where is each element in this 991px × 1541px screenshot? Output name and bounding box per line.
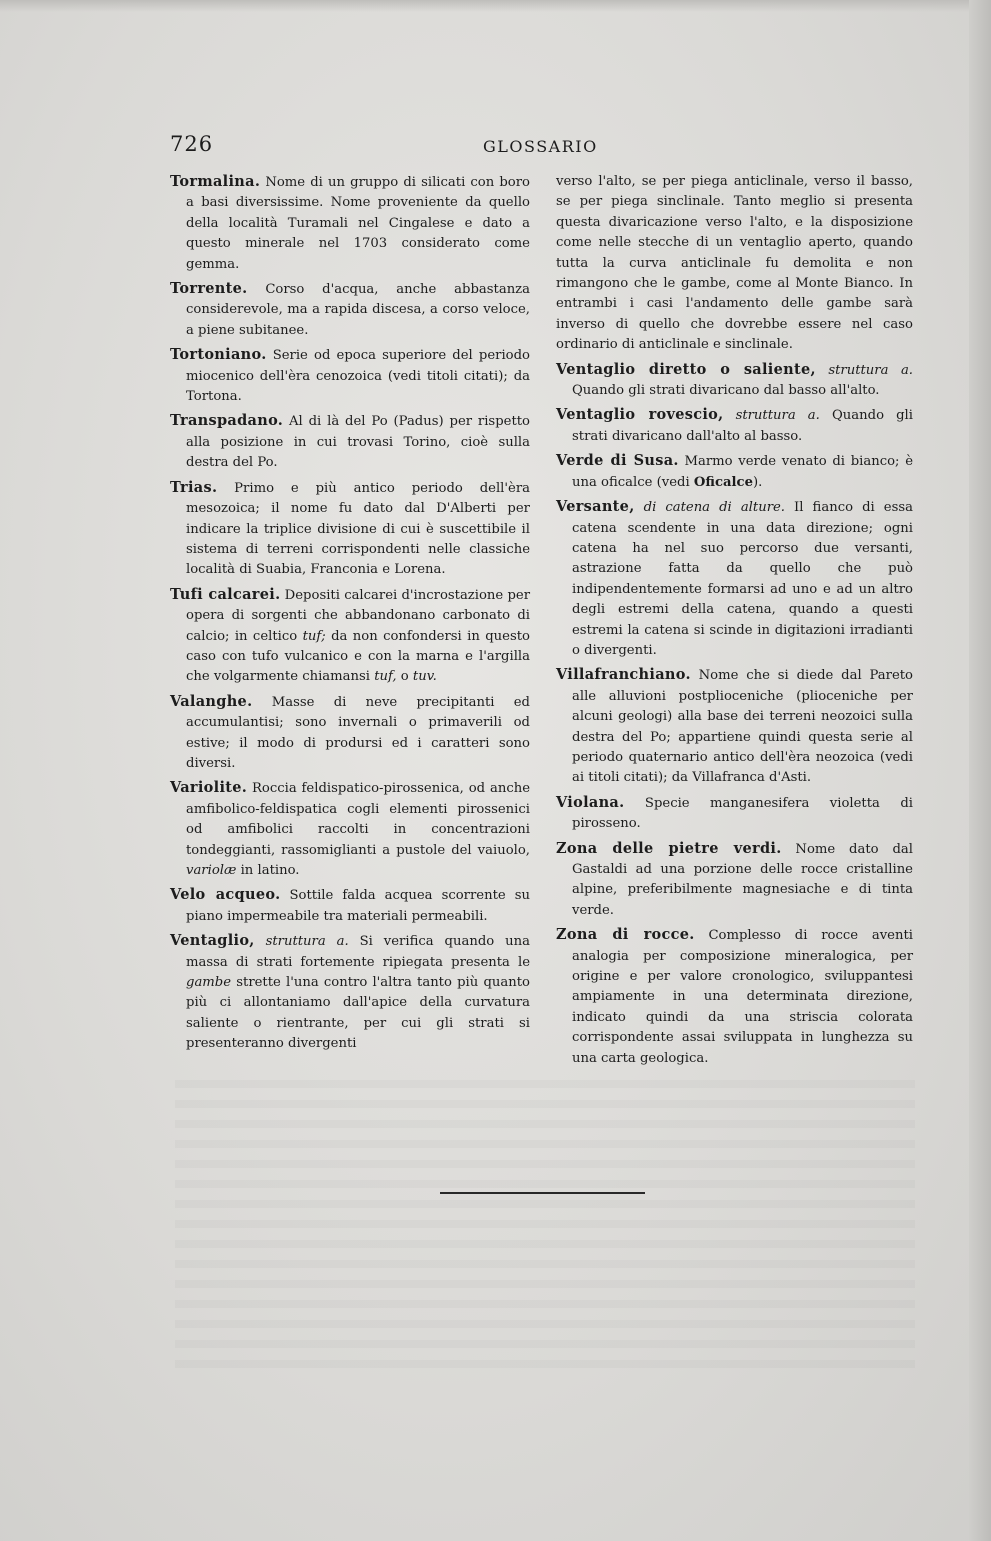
entry-term: Zona di rocce. (556, 926, 695, 944)
entry-term: Tortoniano. (170, 346, 267, 364)
entry-term: Tormalina. (170, 173, 261, 190)
entry-italic-text: gambe (186, 975, 232, 991)
entry-italic-text: tuv. (412, 669, 437, 685)
entry-text: ). (752, 474, 763, 490)
glossary-entry (170, 345, 530, 407)
entry-italic-text: struttura a. (265, 934, 349, 950)
glossary-entry (556, 497, 913, 661)
entry-text: Depositi calcarei d'incrostazione per opera di sorgenti che abbandonano carbonato di calcio; in celtico (186, 587, 531, 644)
entry-term: Variolite. (170, 779, 248, 797)
entry-text: Sottile falda acquea scorrente su piano impermeabile tra materiali permeabili. (186, 888, 530, 924)
entry-text: Quando gli strati divaricano dal basso all'alto. (572, 383, 880, 399)
glossary-entry (556, 665, 913, 788)
entry-text: strette l'una contro l'altra tanto più quanto più ci allontaniamo dall'apice della curvatura saliente o rientrante, per cui gli strati si presenteranno divergenti (186, 975, 530, 1052)
entry-text: Corso d'acqua, anche abbastanza considerevole, ma a rapida discesa, a corso veloce, a piene subitanee. (186, 282, 530, 338)
glossary-entry (170, 478, 530, 581)
right-column (556, 172, 913, 1073)
entry-term: Versante, (556, 498, 635, 516)
glossary-entry-continuation (556, 172, 913, 356)
glossary-entry (170, 931, 530, 1054)
entry-term: Ventaglio rovescio, (556, 406, 724, 424)
entry-text: in latino. (236, 863, 300, 878)
entry-term: Trias. (170, 478, 218, 496)
glossary-entry (170, 885, 530, 927)
entry-term: Torrente. (170, 280, 248, 298)
entry-italic-text: variolæ (186, 863, 237, 878)
glossary-entry (556, 360, 913, 402)
entry-text: Masse di neve precipitanti ed accumulantisi; sono invernali o primaverili od estive; il modo di prodursi ed i caratteri sono diversi. (186, 694, 530, 771)
entry-italic-text: struttura a. (735, 408, 820, 424)
entry-text (255, 934, 266, 949)
entry-text: verso l'alto, se per piega anticlinale, verso il basso, se per piega sinclinale. Tanto meglio si presenta questa divaricazione verso l'alto, e la disposizione come nelle stecche di un ventaglio aperto, quando tutta la curva anticlinale fu demolita e non rimangono che le gambe, come al Monte Bianco. In entrambi i casi l'andamento delle gambe sarà inverso di quello che dovrebbe essere nel caso ordinario di anticlinale e sinclinale. (556, 174, 913, 353)
entry-bold-reference: Oficalce (693, 474, 753, 490)
page-right-edge (969, 0, 991, 1541)
end-rule (440, 1192, 645, 1194)
entry-text: Al di là del Po (Padus) per rispetto alla posizione in cui trovasi Torino, cioè sulla destra del Po. (186, 414, 530, 471)
entry-italic-text: di catena di alture. (643, 500, 785, 516)
entry-term: Ventaglio, (170, 932, 255, 950)
entry-text: Il fianco di essa catena scendente in una data direzione; ogni catena ha nel suo percorso due versanti, astrazione fatta da quello che può indipendentemente formarsi ad uno e ad un altro degli estremi della catena, quando a questi estremi la catena si scinde in digitazioni irradianti o divergenti. (572, 500, 913, 658)
page-top-shadow (0, 0, 991, 12)
entry-term: Valanghe. (170, 692, 253, 710)
glossary-entry (556, 839, 913, 922)
running-title: GLOSSARIO (483, 137, 598, 156)
glossary-entry (556, 925, 913, 1069)
glossary-entry (170, 692, 530, 775)
entry-text: Quando gli strati divaricano dall'alto al basso. (572, 408, 913, 444)
glossary-entry (170, 585, 530, 688)
glossary-entry (170, 411, 530, 473)
entry-text: Marmo verde venato di bianco; è una oficalce (vedi (572, 454, 913, 490)
entry-text (816, 363, 828, 378)
entry-term: Transpadano. (170, 412, 284, 430)
entry-text: Nome di un gruppo di silicati con boro a basi diversissime. Nome proveniente da quello della località Turamali nel Cingalese e dato a questo minerale nel 1703 considerato come gemma. (186, 175, 530, 272)
entry-italic-text: struttura a. (828, 362, 913, 378)
glossary-entry (556, 405, 913, 447)
entry-text: Complesso di rocce aventi analogia per composizione mineralogica, per origine e per valore cronologico, sviluppantesi ampiamente in una determinata direzione, indicato quindi da una striscia colorata corrispondente assai sviluppata in lunghezza su una carta geologica. (572, 928, 913, 1066)
entry-text: Si verifica quando una massa di strati fortemente ripiegata presenta le (186, 934, 530, 970)
entry-text: Roccia feldispatico-pirossenica, od anche amfibolico-feldispatica cogli elementi pirossenici od amfibolici raccolti in concentrazioni tondeggianti, rassomiglianti a pustole del vaiuolo, (186, 781, 530, 858)
show-through-texture (175, 1080, 915, 1380)
entry-italic-text: tuf, (374, 669, 397, 685)
entry-text (635, 500, 644, 515)
entry-text: Serie od epoca superiore del periodo miocenico dell'èra cenozoica (vedi titoli citati); da Tortona. (186, 348, 530, 405)
entry-text: Nome che si diede dal Pareto alle alluvioni postplioceniche (plioceniche per alcuni geologi) alla base dei terreni neozoici sulla destra del Po; appartiene quindi questa serie al periodo quaternario antico dell'èra neozoica (vedi ai titoli citati); da Villafranca d'Asti. (572, 668, 913, 786)
entry-text: Specie manganesifera violetta di pirosseno. (572, 795, 913, 832)
entry-term: Villafranchiano. (556, 666, 691, 684)
page-number: 726 (170, 132, 214, 156)
glossary-entry (170, 172, 530, 275)
entry-text: da non confondersi in questo caso con tufo vulcanico e con la marna e l'argilla che volgarmente chiamansi (186, 628, 530, 685)
glossary-entry (556, 451, 913, 493)
entry-term: Verde di Susa. (556, 452, 679, 470)
entry-term: Tufi calcarei. (170, 585, 281, 603)
left-column (170, 172, 530, 1059)
glossary-entry (170, 778, 530, 881)
entry-text (723, 408, 735, 423)
entry-text: Nome dato dal Gastaldi ad una porzione delle rocce cristalline alpine, preferibilmente magnesiache e di tinta verde. (572, 841, 913, 918)
entry-text: o (396, 669, 413, 685)
entry-term: Zona delle pietre verdi. (556, 839, 782, 857)
glossary-entry (556, 793, 913, 835)
entry-term: Ventaglio diretto o saliente, (556, 360, 816, 378)
glossary-entry (170, 279, 530, 341)
entry-term: Violana. (556, 793, 625, 811)
entry-term: Velo acqueo. (170, 886, 281, 904)
entry-italic-text: tuf; (302, 628, 326, 644)
entry-text: Primo e più antico periodo dell'èra mesozoica; il nome fu dato dal D'Alberti per indicare la triplice divisione di cui è suscettibile il sistema di terreni corrispondenti nelle classiche località di Suabia, Franconia e Lorena. (186, 480, 530, 578)
